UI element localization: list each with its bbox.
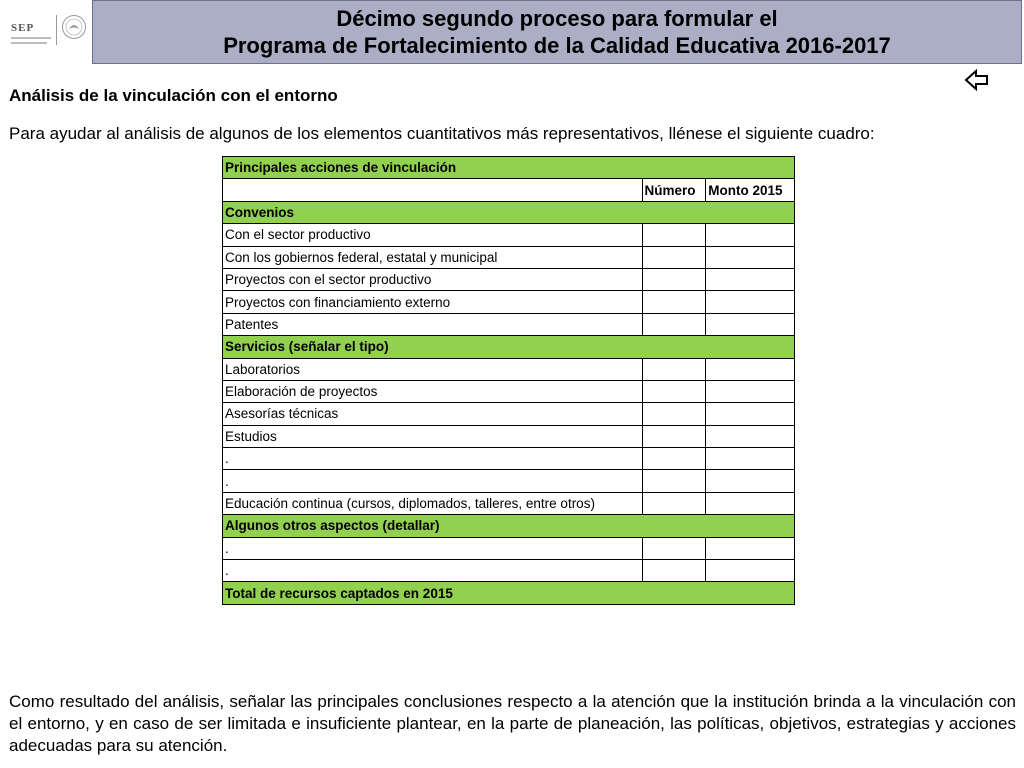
table-row xyxy=(223,380,795,402)
numero-input-cell[interactable] xyxy=(642,268,706,290)
table-row xyxy=(223,224,795,246)
column-header-numero: Número xyxy=(642,179,706,201)
table-row xyxy=(223,291,795,313)
section-header-row xyxy=(223,336,795,358)
monto-input-cell[interactable] xyxy=(706,291,795,313)
back-arrow-icon[interactable] xyxy=(964,68,990,92)
logo-subtitle-line xyxy=(11,37,51,39)
logo-divider xyxy=(56,15,57,45)
numero-input-cell[interactable] xyxy=(642,313,706,335)
numero-input-cell[interactable] xyxy=(642,246,706,268)
monto-input-cell[interactable] xyxy=(706,470,795,492)
numero-input-cell[interactable] xyxy=(642,358,706,380)
row-label: Patentes xyxy=(223,313,643,335)
column-header-monto: Monto 2015 xyxy=(706,179,795,201)
sep-logo xyxy=(0,0,92,62)
numero-input-cell[interactable] xyxy=(642,380,706,402)
table-row xyxy=(223,560,795,582)
monto-input-cell[interactable] xyxy=(706,268,795,290)
section-header: Servicios (señalar el tipo) xyxy=(223,336,795,358)
row-label: . xyxy=(223,537,643,559)
monto-input-cell[interactable] xyxy=(706,537,795,559)
total-label: Total de recursos captados en 2015 xyxy=(223,582,795,604)
numero-input-cell[interactable] xyxy=(642,291,706,313)
page-title-line1: Décimo segundo proceso para formular el xyxy=(336,6,778,31)
total-row xyxy=(223,582,795,604)
table-row xyxy=(223,448,795,470)
numero-input-cell[interactable] xyxy=(642,492,706,514)
row-label: Laboratorios xyxy=(223,358,643,380)
logo-text: SEP xyxy=(11,22,35,34)
numero-input-cell[interactable] xyxy=(642,448,706,470)
table-row xyxy=(223,403,795,425)
row-label: Estudios xyxy=(223,425,643,447)
logo-subtitle-line xyxy=(11,42,47,44)
row-label: . xyxy=(223,560,643,582)
table-row xyxy=(223,313,795,335)
table-row xyxy=(223,470,795,492)
table-row xyxy=(223,492,795,514)
row-label: Asesorías técnicas xyxy=(223,403,643,425)
monto-input-cell[interactable] xyxy=(706,448,795,470)
closing-text: Como resultado del análisis, señalar las principales conclusiones respecto a la atención que la institución brinda a la vinculación con el entorno, y en caso de ser limitada e insuficiente plantear, en la parte de planeación, las políticas, objetivos, estrategias y acciones adecuadas para su atención. xyxy=(9,692,1016,755)
section-header: Convenios xyxy=(223,201,795,223)
monto-input-cell[interactable] xyxy=(706,403,795,425)
section-title: Análisis de la vinculación con el entorno xyxy=(9,86,338,105)
numero-input-cell[interactable] xyxy=(642,537,706,559)
row-label: . xyxy=(223,448,643,470)
page-title-line2: Programa de Fortalecimiento de la Calidad Educativa 2016-2017 xyxy=(223,33,891,58)
table-title: Principales acciones de vinculación xyxy=(223,157,795,179)
numero-input-cell[interactable] xyxy=(642,470,706,492)
numero-input-cell[interactable] xyxy=(642,560,706,582)
blank-header-cell xyxy=(223,179,643,201)
header xyxy=(0,0,1024,66)
monto-input-cell[interactable] xyxy=(706,358,795,380)
numero-input-cell[interactable] xyxy=(642,224,706,246)
table-row xyxy=(223,537,795,559)
table-row xyxy=(223,246,795,268)
monto-input-cell[interactable] xyxy=(706,425,795,447)
monto-input-cell[interactable] xyxy=(706,560,795,582)
row-label: Proyectos con financiamiento externo xyxy=(223,291,643,313)
table-row xyxy=(223,268,795,290)
column-header-row xyxy=(223,179,795,201)
seal-icon xyxy=(61,14,87,40)
row-label: . xyxy=(223,470,643,492)
row-label: Elaboración de proyectos xyxy=(223,380,643,402)
monto-input-cell[interactable] xyxy=(706,246,795,268)
numero-input-cell[interactable] xyxy=(642,403,706,425)
table-title-row xyxy=(223,157,795,179)
row-label: Con el sector productivo xyxy=(223,224,643,246)
numero-input-cell[interactable] xyxy=(642,425,706,447)
section-header: Algunos otros aspectos (detallar) xyxy=(223,515,795,537)
row-label: Proyectos con el sector productivo xyxy=(223,268,643,290)
monto-input-cell[interactable] xyxy=(706,313,795,335)
row-label: Educación continua (cursos, diplomados, talleres, entre otros) xyxy=(223,492,643,514)
monto-input-cell[interactable] xyxy=(706,224,795,246)
section-header-row xyxy=(223,515,795,537)
monto-input-cell[interactable] xyxy=(706,492,795,514)
row-label: Con los gobiernos federal, estatal y municipal xyxy=(223,246,643,268)
title-banner xyxy=(92,0,1022,64)
monto-input-cell[interactable] xyxy=(706,380,795,402)
table-row xyxy=(223,358,795,380)
vinculacion-table xyxy=(222,156,795,605)
section-header-row xyxy=(223,201,795,223)
table-row xyxy=(223,425,795,447)
intro-text: Para ayudar al análisis de algunos de los elementos cuantitativos más representativos, llénese el siguiente cuadro: xyxy=(9,124,875,143)
